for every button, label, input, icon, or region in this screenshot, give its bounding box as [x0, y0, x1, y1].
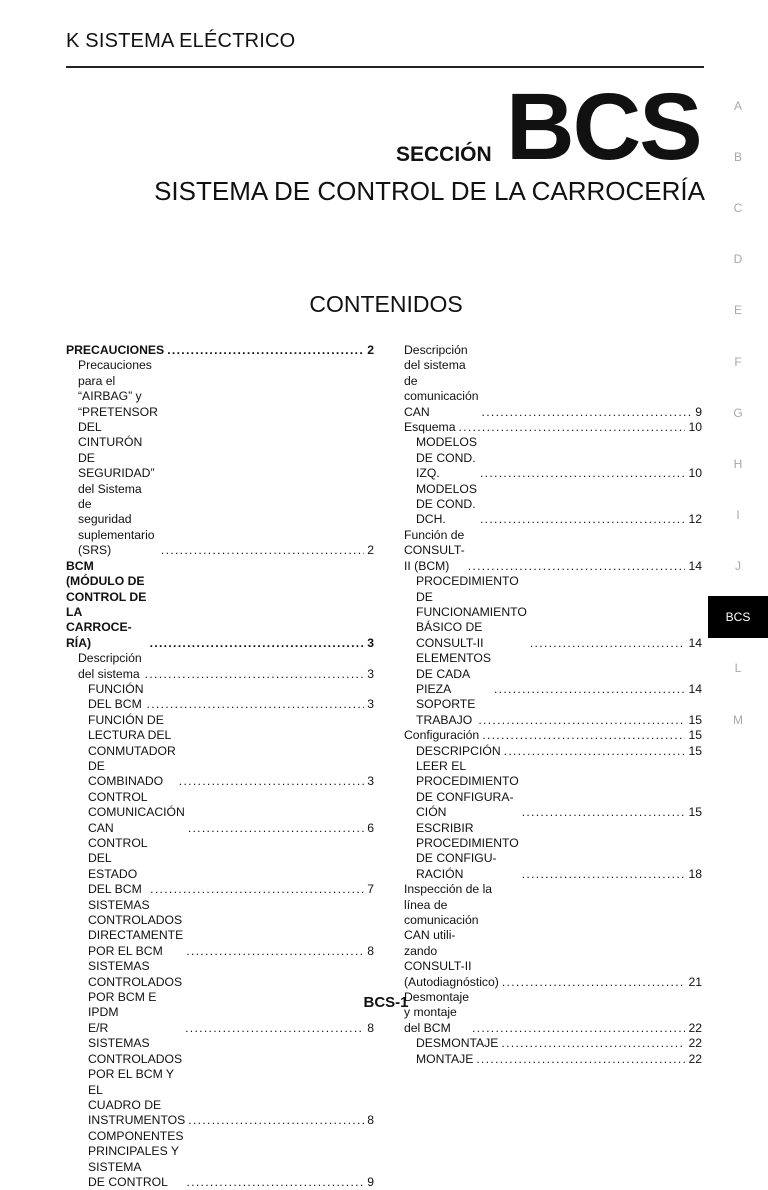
- toc-page-number: 15: [688, 743, 702, 758]
- toc-leader-dots: [494, 682, 685, 697]
- toc-entry-line: BÁSICO DE CONSULT-II: [416, 620, 484, 650]
- toc-leader-dots: [150, 882, 364, 897]
- toc-entry-line: Esquema: [404, 420, 456, 435]
- toc-page-number: 14: [688, 558, 702, 573]
- toc-page-number: 9: [695, 404, 702, 419]
- toc-page-number: 14: [688, 681, 702, 696]
- toc-entry[interactable]: [404, 697, 702, 728]
- section-tab-bcs[interactable]: BCS: [708, 596, 768, 638]
- section-tab-c[interactable]: C: [733, 200, 743, 215]
- toc-entry-title: [88, 836, 147, 898]
- toc-leader-dots: [522, 867, 686, 882]
- toc-page-number: 2: [367, 343, 374, 357]
- toc-page-number: 22: [688, 1051, 702, 1066]
- toc-entry-line: SISTEMAS CONTROLADOS DIRECTAMENTE: [88, 897, 184, 943]
- toc-leader-dots: [147, 697, 365, 712]
- toc-entry-line: CIÓN: [416, 805, 447, 820]
- toc-entry-line: DEL CINTURÓN DE SEGURIDAD” del Sistema de: [78, 420, 155, 512]
- toc-entry-line: E/R: [88, 1020, 109, 1035]
- toc-entry-line: MONTAJE: [416, 1051, 474, 1066]
- toc-leader-dots: [502, 975, 686, 990]
- toc-entry-title: [404, 420, 456, 435]
- toc-entry-title: [416, 744, 501, 759]
- toc-entry-line: CUADRO DE INSTRUMENTOS: [88, 1097, 186, 1128]
- toc-heading: CONTENIDOS: [309, 291, 463, 317]
- toc-page-number: 10: [688, 420, 702, 435]
- toc-entry[interactable]: [66, 1036, 374, 1128]
- toc-leader-dots: [188, 821, 364, 836]
- toc-entry[interactable]: [404, 528, 702, 574]
- toc-page-number: 14: [688, 635, 702, 650]
- toc-entry[interactable]: [404, 1036, 702, 1051]
- toc-leader-dots: [522, 805, 686, 820]
- toc-page-number: 7: [367, 882, 374, 897]
- toc-entry-title: [66, 559, 147, 651]
- toc-entry-title: [416, 574, 527, 651]
- toc-entry-line: SOPORTE TRABAJO: [416, 697, 476, 727]
- toc-entry-line: Desmontaje y montaje del BCM: [404, 990, 470, 1035]
- toc-entry-title: [416, 1052, 473, 1067]
- toc-right-column: [404, 343, 702, 1067]
- toc-leader-dots: [472, 1021, 685, 1036]
- toc-entry-line: POR EL BCM: [88, 943, 163, 958]
- toc-entry[interactable]: [66, 682, 374, 713]
- toc-entry[interactable]: [66, 651, 374, 682]
- toc-leader-dots: [186, 1175, 364, 1190]
- toc-entry-line: FUNCIÓN DE LECTURA DEL CONMUTADOR: [88, 712, 176, 758]
- section-title: SISTEMA DE CONTROL DE LA CARROCERÍA: [154, 176, 705, 206]
- toc-entry[interactable]: [404, 728, 702, 743]
- toc-leader-dots: [480, 512, 685, 527]
- toc-entry-title: [88, 1129, 183, 1190]
- toc-page-number: 9: [367, 1174, 374, 1189]
- toc-entry[interactable]: [66, 343, 374, 358]
- toc-entry-line: BCM (MÓDULO DE CONTROL DE LA CARROCE-: [66, 558, 147, 635]
- section-tab-d[interactable]: D: [733, 252, 743, 267]
- toc-page-number: 8: [367, 1113, 374, 1128]
- toc-entry[interactable]: [404, 882, 702, 990]
- toc-entry-title: [88, 682, 144, 713]
- toc-entry-line: SISTEMAS CONTROLADOS POR EL BCM Y EL: [88, 1036, 183, 1097]
- toc-entry-line: CONTROL COMUNICACIÓN CAN: [88, 789, 185, 835]
- toc-entry[interactable]: [66, 713, 374, 790]
- toc-entry-title: [404, 528, 465, 574]
- toc-entry-title: [88, 898, 183, 960]
- toc-page-number: 15: [688, 728, 702, 743]
- toc-entry-title: [404, 343, 479, 420]
- toc-leader-dots: [186, 944, 364, 959]
- toc-leader-dots: [478, 713, 685, 728]
- section-label: SECCIÓN: [396, 143, 492, 166]
- toc-entry-title: [88, 713, 176, 790]
- toc-entry[interactable]: [404, 821, 702, 883]
- toc-entry-line: FUNCIÓN DEL BCM: [88, 681, 144, 712]
- section-code: BCS: [506, 74, 701, 180]
- section-tab-e[interactable]: E: [733, 303, 742, 318]
- toc-leader-dots: [185, 1021, 364, 1036]
- toc-page-number: 22: [688, 1020, 702, 1035]
- toc-leader-dots: [530, 636, 686, 651]
- section-tab-h[interactable]: H: [733, 456, 743, 471]
- toc-leader-dots: [482, 728, 685, 743]
- toc-entry[interactable]: [66, 898, 374, 960]
- section-tab-g[interactable]: G: [733, 405, 743, 420]
- toc-entry-line: Descripción del sistema de comunicación CAN: [404, 343, 479, 419]
- toc-entry[interactable]: [404, 482, 702, 528]
- section-index-tabs: [708, 80, 768, 745]
- toc-entry-line: CONTROL DEL ESTADO DEL BCM: [88, 836, 148, 897]
- toc-page-number: 2: [367, 543, 374, 558]
- section-tab-j[interactable]: J: [735, 559, 741, 574]
- toc-leader-dots: [145, 667, 365, 682]
- section-tab-b[interactable]: B: [733, 149, 742, 164]
- header-title: K SISTEMA ELÉCTRICO: [66, 30, 296, 52]
- section-tab-f[interactable]: F: [734, 354, 742, 369]
- toc-entry[interactable]: [404, 759, 702, 821]
- toc-entry[interactable]: [66, 790, 374, 836]
- toc-leader-dots: [161, 543, 364, 558]
- section-tab-l[interactable]: L: [734, 661, 742, 676]
- toc-entry-title: [416, 759, 519, 821]
- toc-page-number: 15: [688, 712, 702, 727]
- toc-entry-title: [78, 358, 158, 558]
- toc-page-number: 3: [367, 666, 374, 681]
- toc-leader-dots: [188, 1113, 364, 1128]
- toc-page-number: 22: [688, 1036, 702, 1051]
- toc-leader-dots: [167, 343, 364, 358]
- page-number: BCS-1: [363, 994, 409, 1011]
- toc-entry[interactable]: [404, 651, 702, 697]
- toc-entry-title: [416, 651, 491, 697]
- toc-entry-line: RACIÓN: [416, 866, 464, 881]
- toc-entry[interactable]: [66, 836, 374, 898]
- toc-entry-title: [416, 435, 477, 481]
- toc-entry-title: [416, 1036, 498, 1051]
- toc-page-number: 8: [367, 1020, 374, 1035]
- toc-entry[interactable]: [404, 1052, 702, 1067]
- toc-entry[interactable]: [66, 358, 374, 558]
- toc-entry-line: COMPONENTES PRINCIPALES Y SISTEMA: [88, 1128, 184, 1174]
- toc-entry-line: Precauciones para el “AIRBAG” y “PRETENSOR: [78, 358, 158, 419]
- toc-entry-line: DE CONTROL: [88, 1174, 168, 1189]
- toc-entry[interactable]: [66, 559, 374, 651]
- toc-entry-line: DE COMBINADO: [88, 758, 164, 789]
- toc-entry-title: [88, 1036, 185, 1128]
- toc-entry-line: DESMONTAJE: [416, 1036, 499, 1051]
- toc-entry-line: Descripción del sistema: [78, 651, 142, 681]
- toc-entry[interactable]: [66, 1129, 374, 1190]
- toc-page-number: 18: [688, 866, 702, 881]
- toc-entry-line: seguridad suplementario (SRS): [78, 512, 155, 558]
- toc-entry-title: [88, 790, 185, 836]
- toc-entry-title: [416, 482, 477, 528]
- toc-entry-title: [416, 697, 475, 728]
- toc-entry-line: ELEMENTOS DE CADA PIEZA: [416, 651, 491, 696]
- section-tab-i[interactable]: I: [736, 508, 740, 523]
- toc-leader-dots: [476, 1052, 685, 1067]
- toc-entry[interactable]: [404, 435, 702, 481]
- toc-page-number: 21: [688, 974, 702, 989]
- toc-entry-line: zando CONSULT-II (Autodiagnóstico): [404, 943, 499, 989]
- toc-page-number: 3: [367, 697, 374, 712]
- toc-leader-dots: [459, 420, 686, 435]
- toc-leader-dots: [482, 405, 693, 420]
- toc-entry-line: LEER EL PROCEDIMIENTO DE CONFIGURA-: [416, 758, 519, 804]
- toc-page-number: 8: [367, 943, 374, 958]
- toc-entry[interactable]: [404, 343, 702, 420]
- toc-entry-line: PROCEDIMIENTO DE FUNCIONAMIENTO: [416, 574, 527, 619]
- toc-entry-line: Configuración: [404, 728, 480, 743]
- toc-leader-dots: [150, 636, 365, 651]
- toc-entry-title: [416, 821, 519, 883]
- toc-entry-title: [66, 343, 164, 358]
- toc-entry-line: MODELOS DE COND. IZQ.: [416, 435, 477, 481]
- toc-leader-dots: [468, 559, 686, 574]
- toc-page-number: 15: [688, 805, 702, 820]
- toc-leader-dots: [179, 774, 364, 789]
- toc-entry-title: [404, 728, 479, 743]
- toc-entry-line: RÍA): [66, 635, 92, 650]
- toc-entry-line: MODELOS DE COND. DCH.: [416, 481, 477, 527]
- toc-entry-line: Función de CONSULT-II (BCM): [404, 527, 465, 573]
- toc-entry-line: PRECAUCIONES: [66, 343, 165, 357]
- toc-entry[interactable]: [404, 420, 702, 435]
- toc-leader-dots: [501, 1036, 685, 1051]
- header-divider: [66, 66, 704, 68]
- toc-entry-line: SISTEMAS CONTROLADOS POR BCM E IPDM: [88, 959, 183, 1020]
- toc-entry[interactable]: [404, 744, 702, 759]
- toc-left-column: [66, 343, 374, 1190]
- toc-page-number: 12: [688, 512, 702, 527]
- section-tab-a[interactable]: A: [733, 98, 742, 113]
- toc-page-number: 3: [367, 635, 374, 650]
- toc-page-number: 3: [367, 774, 374, 789]
- toc-leader-dots: [504, 744, 686, 759]
- toc-page-number: 10: [688, 466, 702, 481]
- toc-leader-dots: [480, 466, 685, 481]
- toc-entry-title: [78, 651, 142, 682]
- toc-page-number: 6: [367, 820, 374, 835]
- toc-entry-line: ESCRIBIR PROCEDIMIENTO DE CONFIGU-: [416, 820, 519, 866]
- section-tab-m[interactable]: M: [733, 712, 743, 727]
- toc-entry[interactable]: [404, 574, 702, 651]
- toc-entry-line: Inspección de la línea de comunicación CAN utili-: [404, 882, 493, 943]
- toc-entry-line: DESCRIPCIÓN: [416, 743, 501, 758]
- toc-entry-title: [404, 882, 499, 990]
